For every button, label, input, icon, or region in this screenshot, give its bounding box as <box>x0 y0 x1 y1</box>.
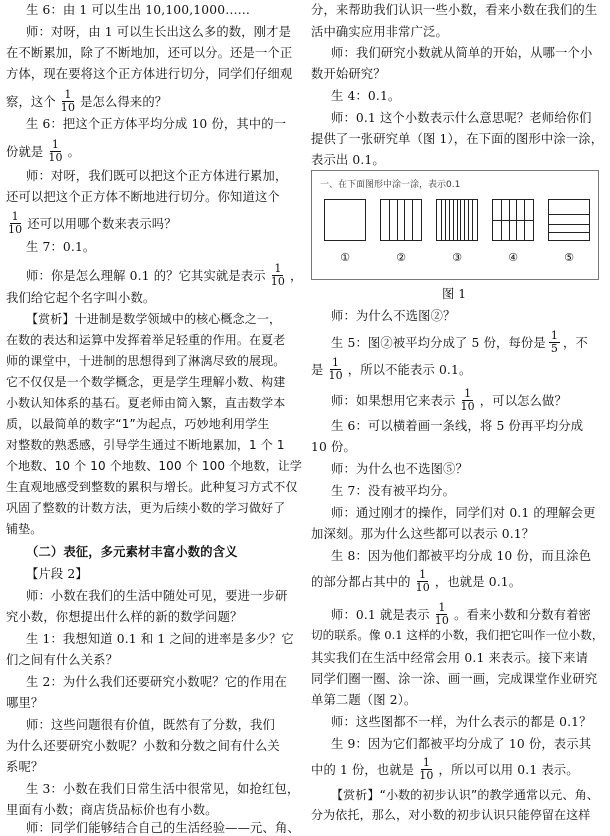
text-line: 还可以把这个正方体不断地进行切分。你知道这个 <box>6 190 280 204</box>
figure-label: ① <box>340 251 350 264</box>
square-2-five-parts <box>380 199 422 241</box>
square-4-grid-parts <box>492 199 534 241</box>
fraction-one-tenth: $\frac{1}{10}$ <box>415 568 430 594</box>
fraction-one-tenth: $\frac{1}{10}$ <box>48 138 63 164</box>
figure-caption: 图 1 <box>441 287 467 301</box>
figure-label: ② <box>396 251 406 264</box>
fraction-one-tenth: $\frac{1}{10}$ <box>8 210 23 236</box>
text-line: 师：对呀，由 1 可以生长出这么多的数，刚才是 <box>26 25 292 39</box>
text-line: 生 7：0.1。 <box>26 240 96 254</box>
square-1-whole <box>324 199 366 241</box>
text-span: 是怎么得来的？ <box>80 95 168 109</box>
fraction-one-tenth: $\frac{1}{10}$ <box>434 601 450 627</box>
fraction-one-tenth: $\frac{1}{10}$ <box>60 88 76 114</box>
text-line <box>6 90 167 115</box>
square-3-ten-parts <box>436 199 478 241</box>
text-line: 师：对呀，我们既可以把这个正方体进行累加， <box>26 169 288 183</box>
text-line: 我们给它起个名字叫小数。 <box>6 291 156 305</box>
fraction-one-tenth: $\frac{1}{10}$ <box>270 262 286 288</box>
text-line: 师：你是怎么理解 0.1 的？它其实就是表示 $\frac{1}{10}$ ， <box>26 262 303 288</box>
figure-label: ⑤ <box>564 251 574 264</box>
text-line: 在不断累加，除了不断地加，还可以分。还是一个正 <box>6 46 293 60</box>
fraction-one-fifth: $\frac{1}{5}$ <box>550 329 558 355</box>
fraction-one-tenth: $\frac{1}{10}$ <box>419 756 434 782</box>
square-5-unequal-parts <box>548 199 590 241</box>
figure-title: 一、在下面图形中涂一涂，表示0.1 <box>320 180 461 190</box>
text-line: 方体，现在要将这个正方体进行切分，同学们仔细观 <box>6 67 293 81</box>
text-span: 察，这个 <box>6 95 56 109</box>
fraction-one-tenth: $\frac{1}{10}$ <box>460 387 475 413</box>
figure-label: ③ <box>452 251 462 264</box>
worksheet-figure <box>311 170 599 280</box>
text-line: 份就是 $\frac{1}{10}$ 。 <box>6 138 81 164</box>
text-line: $\frac{1}{10}$ 还可以用哪个数来表示吗？ <box>8 210 177 236</box>
text-line: 生 6：由 1 可以生出 10,100,1000…… <box>26 3 251 17</box>
fraction-one-tenth: $\frac{1}{10}$ <box>328 356 343 382</box>
text-line: 生 6：把这个正方体平均分成 10 份，其中的一 <box>26 117 287 131</box>
figure-label: ④ <box>508 251 518 264</box>
